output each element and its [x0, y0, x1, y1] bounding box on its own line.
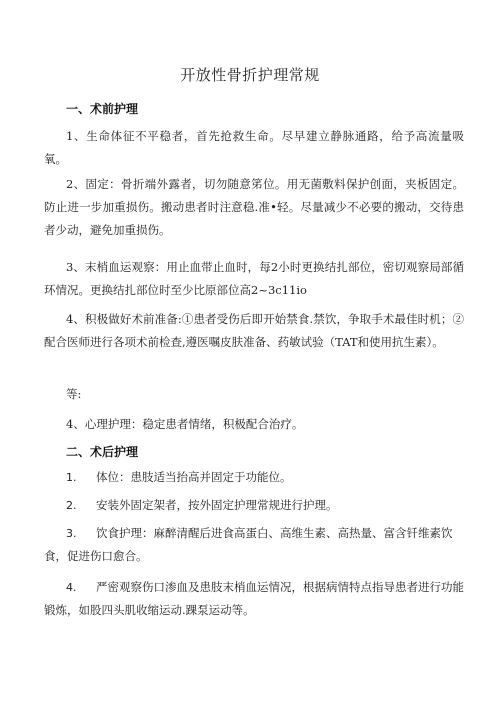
list-item — [44, 576, 464, 622]
list-item — [44, 466, 464, 489]
list-item-number: 3. — [66, 527, 77, 540]
paragraph-preop-2: 2、固定：骨折端外露者，切勿随意笫位。用无菌敷料保护创面，夹板固定。防止进一步加重损伤。搬动患者时注意稳.准•轻。尽量减少不必要的搬动，交待患者少动，避免加重损伤。 — [44, 177, 464, 237]
paragraph-preop-6: 4、心理护理：稳定患者情绪，积极配合治疗。 — [66, 417, 304, 431]
section-heading-postop: 二、术后护理 — [66, 445, 139, 459]
paragraph-preop-5: 等: — [66, 387, 82, 401]
list-item-number: 1. — [66, 471, 77, 484]
paragraph-preop-1: 1、生命体征不平稳者，首先抢救生命。尽早建立静脉通路，给予高流量吸氧。 — [44, 129, 464, 166]
list-item-text: 严密观察伤口渗血及患肢末梢血运情况，根据病情特点指导患者进行功能锻炼，如股四头肌收缩运动.踝泵运动等。 — [44, 580, 464, 617]
list-item-text: 体位：患肢适当抬高并固定于功能位。 — [96, 470, 292, 484]
paragraph-preop-4: 4、积极做好术前准备:①患者受伤后即开始禁食.禁饮，争取手术最佳时机；②配合医师进行各项术前检查,遵医嘱皮肤准备、药敏试验（TAT和使用抗生素）。 — [44, 312, 464, 349]
document-title: 开放性骨折护理常规 — [180, 66, 320, 84]
section-heading-preop: 一、术前护理 — [66, 102, 139, 116]
list-item-text: 安装外固定架者，按外固定护理常规进行护理。 — [96, 498, 338, 512]
paragraph-preop-3: 3、末梢血运观察：用止血带止血时，每2小时更换结扎部位，密切观察局部循环情况。更换结扎部位时至少比原部位高2~3c11io — [44, 260, 464, 297]
list-item — [44, 494, 464, 517]
list-item — [44, 522, 464, 568]
list-item-text: 饮食护理：麻醉清醒后进食高蛋白、高维生素、高热量、富含钎维素饮食，促进伤口愈合。 — [44, 526, 453, 563]
list-item-number: 4. — [66, 581, 77, 594]
list-item-number: 2. — [66, 499, 77, 512]
